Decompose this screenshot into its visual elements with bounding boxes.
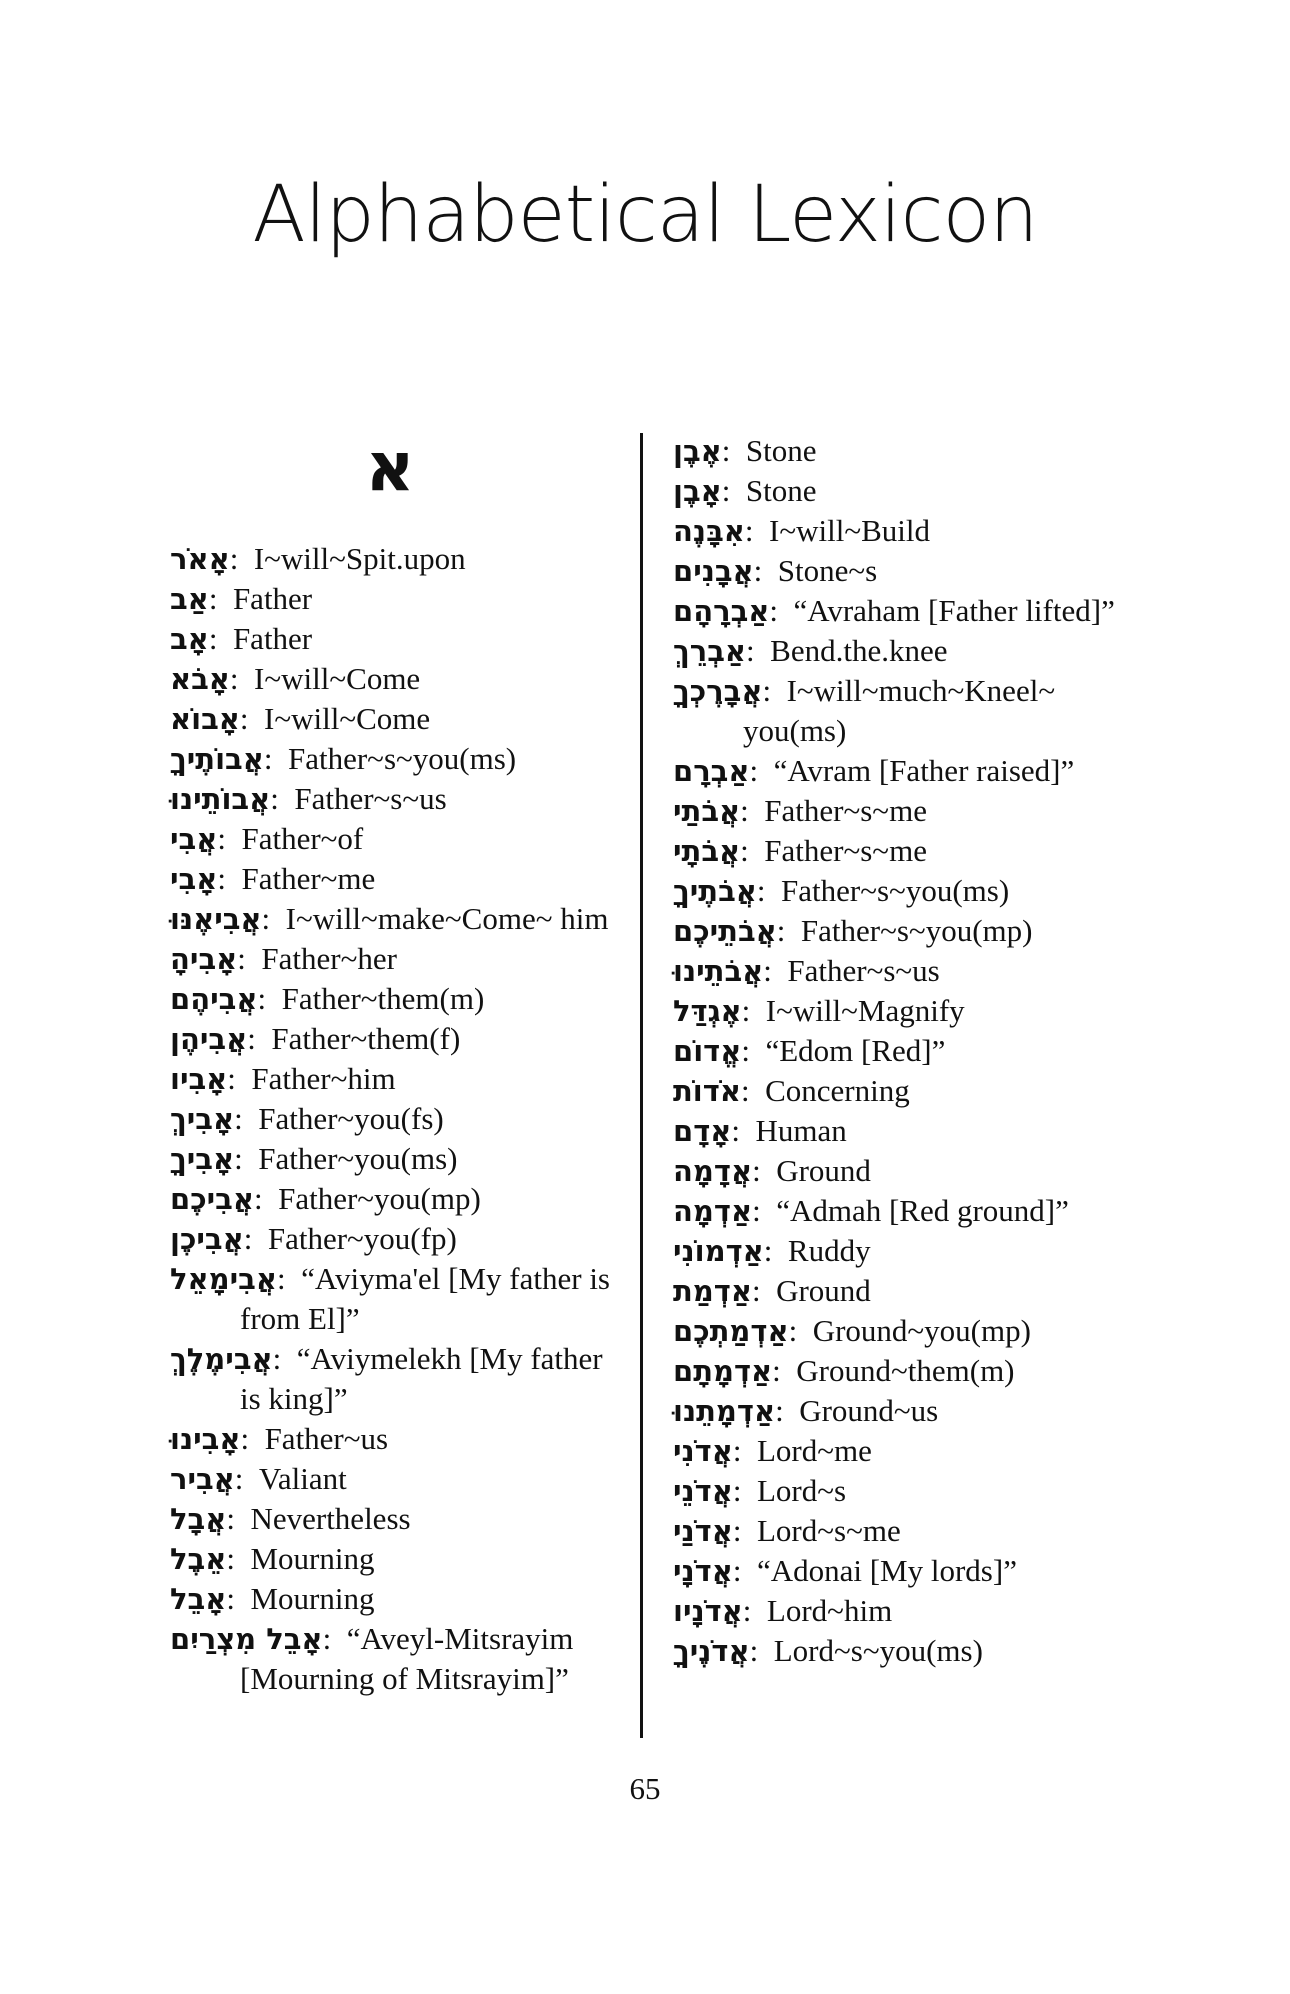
lexicon-entry <box>170 1619 620 1699</box>
english-gloss: Ground~them(m) <box>796 1353 1015 1388</box>
entry-separator: : <box>261 901 286 936</box>
english-gloss: Mourning <box>250 1581 375 1616</box>
hebrew-term: אֲבָנִים <box>673 554 754 588</box>
english-gloss: Lord~s~you(ms) <box>773 1633 983 1668</box>
hebrew-term: אֶגְדַּל <box>673 994 742 1028</box>
english-gloss: Lord~s~me <box>756 1513 901 1548</box>
entry-separator: : <box>775 1393 800 1428</box>
hebrew-term: אֱדוֹם <box>673 1034 742 1068</box>
english-gloss: Valiant <box>258 1461 347 1496</box>
hebrew-term: אֲדֹנָי <box>673 1554 733 1588</box>
english-gloss: Ground <box>776 1153 871 1188</box>
lexicon-entry <box>673 1471 1123 1511</box>
english-gloss: Bend.the.knee <box>770 633 948 668</box>
english-gloss: Concerning <box>765 1073 910 1108</box>
entry-separator: : <box>732 1433 757 1468</box>
hebrew-term: אַדְמָתֵנוּ <box>673 1394 776 1428</box>
hebrew-term: אֲבִיר <box>170 1462 235 1496</box>
hebrew-term: אַבְרֵךְ <box>673 634 747 668</box>
hebrew-term: אֲדָמָה <box>673 1154 753 1188</box>
lexicon-entry <box>673 631 1123 671</box>
english-gloss: I~will~Come <box>264 701 431 736</box>
hebrew-term: אֲדֹנֶיךָ <box>673 1634 750 1668</box>
hebrew-term: אָבִי <box>170 862 218 896</box>
english-gloss: I~will~make~Come~ him <box>285 901 609 936</box>
lexicon-entry <box>673 911 1123 951</box>
hebrew-term: אַבְרָם <box>673 754 750 788</box>
entry-separator: : <box>776 913 801 948</box>
entry-separator: : <box>744 513 769 548</box>
english-gloss: Ruddy <box>787 1233 871 1268</box>
entry-separator: : <box>240 1421 265 1456</box>
lexicon-entry <box>170 1459 620 1499</box>
entry-separator: : <box>769 593 794 628</box>
english-gloss: I~will~Build <box>769 513 930 548</box>
entry-separator: : <box>740 833 765 868</box>
column-divider <box>640 433 643 1738</box>
hebrew-term: אֲבִיכֶם <box>170 1182 254 1216</box>
english-gloss: I~will~Magnify <box>765 993 965 1028</box>
english-gloss: “Aviyma'el [My father is from El]” <box>240 1261 610 1336</box>
hebrew-term: אֲבִי <box>170 822 218 856</box>
hebrew-term: אָבִיו <box>170 1062 228 1096</box>
entry-separator: : <box>756 873 782 908</box>
lexicon-entry <box>673 1591 1123 1631</box>
lexicon-entry <box>673 751 1123 791</box>
english-gloss: Ground <box>776 1273 871 1308</box>
english-gloss: Father~s~you(ms) <box>287 741 517 776</box>
hebrew-term: אָבֹא <box>170 662 230 696</box>
english-gloss: Human <box>755 1113 847 1148</box>
hebrew-term: אֲבֹתַי <box>673 794 741 828</box>
lexicon-entry <box>170 699 620 739</box>
english-gloss: I~will~Spit.upon <box>253 541 466 576</box>
hebrew-term: אָבֵל <box>170 1582 227 1616</box>
lexicon-entry <box>170 939 620 979</box>
lexicon-entry <box>170 1019 620 1059</box>
hebrew-term: אַדְמָתָם <box>673 1354 773 1388</box>
entry-separator: : <box>257 981 282 1016</box>
english-gloss: Father~me <box>241 861 376 896</box>
english-gloss: Father~you(mp) <box>278 1181 481 1216</box>
entry-separator: : <box>227 1061 252 1096</box>
hebrew-term: אָבִינוּ <box>170 1422 241 1456</box>
hebrew-term: אַדְמַתְכֶם <box>673 1314 789 1348</box>
lexicon-entry <box>673 831 1123 871</box>
hebrew-term: אָב <box>170 622 209 656</box>
lexicon-entry <box>673 991 1123 1031</box>
english-gloss: Father~of <box>241 821 364 856</box>
hebrew-term: אֲבֹתֵיכֶם <box>673 914 777 948</box>
entry-separator: : <box>741 993 766 1028</box>
lexicon-entry <box>170 1419 620 1459</box>
lexicon-entry <box>673 511 1123 551</box>
lexicon-entry <box>673 1391 1123 1431</box>
lexicon-entry <box>673 471 1123 511</box>
english-gloss: Father~him <box>251 1061 396 1096</box>
lexicon-entry <box>170 979 620 1019</box>
entry-separator: : <box>751 1273 777 1308</box>
hebrew-term: אֲבִיכֶן <box>170 1222 244 1256</box>
english-gloss: Ground~us <box>799 1393 939 1428</box>
english-gloss: Father~them(f) <box>271 1021 461 1056</box>
english-gloss: Lord~him <box>766 1593 893 1628</box>
english-gloss: “Edom [Red]” <box>765 1033 946 1068</box>
lexicon-entry <box>673 1191 1123 1231</box>
lexicon-entry <box>170 739 620 779</box>
hebrew-term: אָבִיךְ <box>170 1102 235 1136</box>
lexicon-entry <box>170 779 620 819</box>
lexicon-entry <box>170 859 620 899</box>
hebrew-term: אָאֹר <box>170 542 230 576</box>
lexicon-entry <box>170 539 620 579</box>
english-gloss: Father~you(ms) <box>258 1141 458 1176</box>
entry-separator: : <box>746 633 771 668</box>
hebrew-term: אֲבֹתָי <box>673 834 741 868</box>
hebrew-term: אֲבִיהֶם <box>170 982 258 1016</box>
entry-separator: : <box>217 861 242 896</box>
english-gloss: Father~s~you(mp) <box>800 913 1033 948</box>
lexicon-entry <box>170 1099 620 1139</box>
entry-separator: : <box>763 1233 788 1268</box>
lexicon-entry <box>673 1071 1123 1111</box>
entry-separator: : <box>229 661 255 696</box>
entry-separator: : <box>732 1553 757 1588</box>
hebrew-term: אֲדֹנַי <box>673 1514 733 1548</box>
entry-separator: : <box>762 673 787 708</box>
entry-separator: : <box>322 1621 347 1656</box>
entry-separator: : <box>272 1341 297 1376</box>
lexicon-entry <box>673 791 1123 831</box>
hebrew-term: אֲבָרֶכְךָ <box>673 674 763 708</box>
lexicon-entry <box>170 899 620 939</box>
entry-separator: : <box>247 1021 272 1056</box>
entry-separator: : <box>253 1181 279 1216</box>
english-gloss: Nevertheless <box>250 1501 411 1536</box>
entry-separator: : <box>270 781 295 816</box>
hebrew-term: אֲבִיהֶן <box>170 1022 248 1056</box>
entry-separator: : <box>740 1073 766 1108</box>
hebrew-term: אָבֵל מִצְרַיִם <box>170 1622 323 1656</box>
english-gloss: Stone~s <box>777 553 878 588</box>
lexicon-entry <box>170 1339 620 1419</box>
lexicon-entry <box>673 551 1123 591</box>
entry-separator: : <box>226 1501 251 1536</box>
lexicon-entry <box>170 1259 620 1339</box>
lexicon-entry <box>170 1139 620 1179</box>
page-title: Alphabetical Lexicon <box>252 170 1038 260</box>
hebrew-term: אָבִיהָ <box>170 942 238 976</box>
entry-separator: : <box>276 1261 302 1296</box>
lexicon-entry <box>673 591 1123 631</box>
lexicon-entry <box>170 1219 620 1259</box>
right-column <box>673 431 1123 1671</box>
english-gloss: Father~s~us <box>787 953 940 988</box>
hebrew-term: אֲבוֹתֶיךָ <box>170 742 264 776</box>
hebrew-term: אֲדֹנָיו <box>673 1594 743 1628</box>
entry-separator: : <box>263 741 288 776</box>
entry-separator: : <box>239 701 264 736</box>
lexicon-entry <box>170 1499 620 1539</box>
entry-separator: : <box>749 1633 774 1668</box>
lexicon-entry <box>673 1151 1123 1191</box>
entry-separator: : <box>229 541 254 576</box>
lexicon-entry <box>170 1539 620 1579</box>
english-gloss: “Aviymelekh [My father is king]” <box>240 1341 603 1416</box>
lexicon-entry <box>170 579 620 619</box>
entry-separator: : <box>752 1153 777 1188</box>
entry-separator: : <box>740 793 765 828</box>
english-gloss: Father~her <box>261 941 397 976</box>
english-gloss: Father~s~me <box>764 833 927 868</box>
lexicon-entry <box>673 1551 1123 1591</box>
entry-separator: : <box>753 553 778 588</box>
lexicon-entry <box>673 1231 1123 1271</box>
lexicon-entry <box>673 1311 1123 1351</box>
entry-separator: : <box>208 621 233 656</box>
entry-separator: : <box>234 1461 259 1496</box>
entry-separator: : <box>749 753 774 788</box>
lexicon-entry <box>673 1631 1123 1671</box>
hebrew-term: אֵבֶל <box>170 1542 227 1576</box>
entry-separator: : <box>742 1593 767 1628</box>
hebrew-term: אֲדֹנֵי <box>673 1474 733 1508</box>
hebrew-term: אֲבוֹתֵינוּ <box>170 782 271 816</box>
hebrew-term: אֲבֹתֵינוּ <box>673 954 764 988</box>
english-gloss: Father~you(fs) <box>258 1101 444 1136</box>
lexicon-entry <box>170 1579 620 1619</box>
english-gloss: “Aveyl-Mitsrayim [Mourning of Mitsrayim]” <box>240 1621 574 1696</box>
hebrew-term: אֲבִיאֶנּוּ <box>170 902 262 936</box>
english-gloss: “Adonai [My lords]” <box>756 1553 1017 1588</box>
entry-separator: : <box>732 1513 757 1548</box>
lexicon-entry <box>673 951 1123 991</box>
lexicon-entry <box>673 1351 1123 1391</box>
entry-separator: : <box>237 941 262 976</box>
lexicon-entry <box>673 1271 1123 1311</box>
hebrew-term: אָבִיךָ <box>170 1142 235 1176</box>
entry-separator: : <box>234 1141 259 1176</box>
hebrew-term: אָדָם <box>673 1114 732 1148</box>
entry-separator: : <box>208 581 233 616</box>
english-gloss: Lord~s <box>756 1473 847 1508</box>
english-gloss: Father~s~us <box>294 781 447 816</box>
entry-separator: : <box>721 433 746 468</box>
english-gloss: Father~us <box>264 1421 389 1456</box>
hebrew-term: אַב <box>170 582 209 616</box>
hebrew-term: אֲבִימֶלֶךְ <box>170 1342 273 1376</box>
page-number: 65 <box>629 1771 661 1806</box>
lexicon-entry <box>170 619 620 659</box>
hebrew-term: אָבוֹא <box>170 702 240 736</box>
entry-separator: : <box>788 1313 813 1348</box>
english-gloss: I~will~much~Kneel~ you(ms) <box>743 673 1056 748</box>
hebrew-term: אָבֶן <box>673 474 722 508</box>
lexicon-entry <box>673 1031 1123 1071</box>
hebrew-term: אַדְמוֹנִי <box>673 1234 764 1268</box>
lexicon-entry <box>673 871 1123 911</box>
lexicon-entry <box>170 1179 620 1219</box>
english-gloss: “Avraham [Father lifted]” <box>793 593 1115 628</box>
entry-separator: : <box>217 821 242 856</box>
hebrew-term: אֲבֹתֶיךָ <box>673 874 757 908</box>
entry-separator: : <box>226 1541 251 1576</box>
english-gloss: Father~s~me <box>764 793 927 828</box>
english-gloss: Father~them(m) <box>281 981 485 1016</box>
lexicon-entry <box>673 1511 1123 1551</box>
english-gloss: Father <box>232 581 313 616</box>
entry-separator: : <box>721 473 746 508</box>
entry-separator: : <box>226 1581 251 1616</box>
lexicon-entry <box>673 431 1123 471</box>
hebrew-term: אַדְמַת <box>673 1274 752 1308</box>
english-gloss: Mourning <box>250 1541 375 1576</box>
entry-separator: : <box>732 1473 757 1508</box>
lexicon-entry <box>170 659 620 699</box>
english-gloss: Lord~me <box>756 1433 872 1468</box>
lexicon-entry <box>673 1431 1123 1471</box>
letter-heading: א <box>365 428 415 507</box>
hebrew-term: אֲדֹנִי <box>673 1434 733 1468</box>
english-gloss: I~will~Come <box>254 661 421 696</box>
english-gloss: Stone <box>745 433 817 468</box>
hebrew-term: אַדְמָה <box>673 1194 753 1228</box>
english-gloss: “Avram [Father raised]” <box>773 753 1075 788</box>
english-gloss: Father~you(fp) <box>267 1221 457 1256</box>
english-gloss: Father <box>232 621 313 656</box>
english-gloss: Father~s~you(ms) <box>781 873 1010 908</box>
hebrew-term: אֹדוֹת <box>673 1074 741 1108</box>
lexicon-entry <box>673 1111 1123 1151</box>
entry-separator: : <box>741 1033 766 1068</box>
entry-separator: : <box>772 1353 797 1388</box>
lexicon-entry <box>170 819 620 859</box>
english-gloss: Stone <box>745 473 817 508</box>
entry-separator: : <box>752 1193 777 1228</box>
entry-separator: : <box>234 1101 259 1136</box>
hebrew-term: אַבְרָהָם <box>673 594 770 628</box>
hebrew-term: אֲבָל <box>170 1502 227 1536</box>
hebrew-term: אִבָּנֶה <box>673 514 745 548</box>
lexicon-entry <box>170 1059 620 1099</box>
english-gloss: “Admah [Red ground]” <box>776 1193 1069 1228</box>
entry-separator: : <box>763 953 788 988</box>
hebrew-term: אֲבִימָאֵל <box>170 1262 277 1296</box>
entry-separator: : <box>731 1113 756 1148</box>
lexicon-entry <box>673 671 1123 751</box>
english-gloss: Ground~you(mp) <box>812 1313 1031 1348</box>
hebrew-term: אֶבֶן <box>673 434 722 468</box>
left-column <box>170 539 620 1699</box>
entry-separator: : <box>243 1221 268 1256</box>
